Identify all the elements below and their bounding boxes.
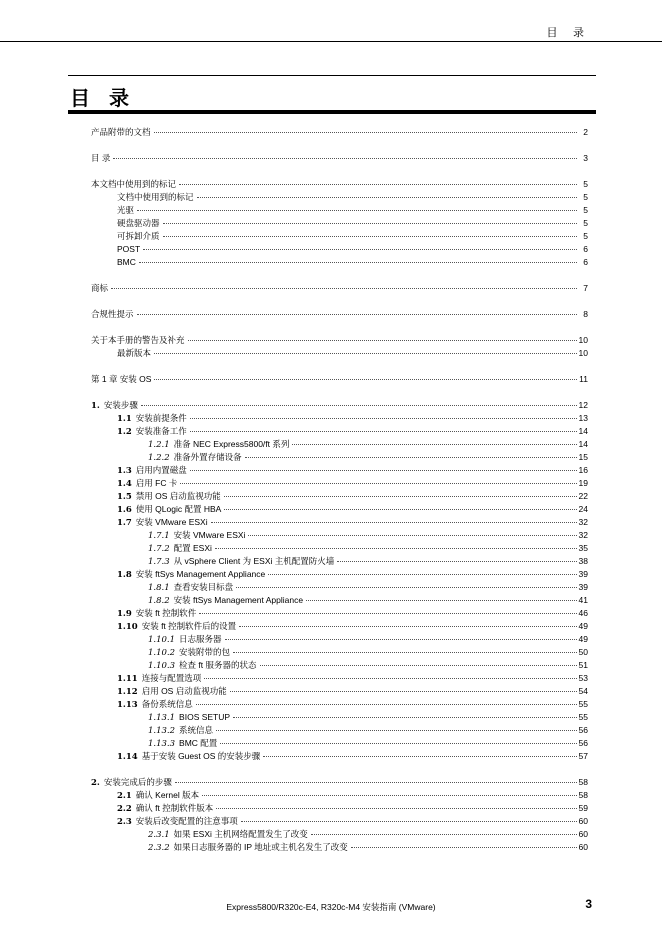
toc-entry-title: 配置 ESXi: [173, 543, 212, 553]
header-rule: [0, 41, 662, 42]
toc-entry-page: 5: [583, 218, 588, 228]
toc-leader-dots: [202, 787, 577, 796]
toc-entry-title: BIOS SETUP: [179, 712, 231, 722]
toc-entry-page: 51: [578, 660, 588, 670]
toc-entry-title: 目 录: [91, 153, 111, 163]
toc-leader-dots: [216, 722, 577, 731]
toc-entry-title: 日志服务器: [179, 634, 222, 644]
toc-entry-page: 5: [583, 192, 588, 202]
toc-leader-dots: [141, 397, 577, 406]
toc-leader-dots: [111, 280, 577, 289]
toc-entry-title: 使用 QLogic 配置 HBA: [135, 504, 222, 514]
toc-entry[interactable]: [91, 126, 588, 139]
toc-entry-number: 1.10.3: [148, 661, 176, 671]
toc-leader-dots: [241, 813, 577, 822]
toc-leader-dots: [233, 709, 577, 718]
toc-entry-title: 准备外置存储设备: [173, 452, 242, 462]
toc-entry-page: 58: [578, 777, 588, 787]
toc-leader-dots: [154, 124, 577, 133]
toc-leader-dots: [236, 579, 577, 588]
toc-entry-page: 6: [583, 257, 588, 267]
toc-entry-number: 2.3: [117, 817, 132, 827]
toc-entry-page: 55: [578, 699, 588, 709]
toc-entry-page: 12: [578, 400, 588, 410]
toc-leader-dots: [197, 189, 577, 198]
toc-entry-page: 57: [578, 751, 588, 761]
footer-text: Express5800/R320c-E4, R320c-M4 安装指南 (VMware): [226, 902, 436, 912]
toc-entry-page: 39: [578, 569, 588, 579]
toc-entry-page: 14: [578, 439, 588, 449]
toc-leader-dots: [224, 488, 577, 497]
toc-entry-number: 2.2: [117, 804, 132, 814]
toc-leader-dots: [154, 371, 577, 380]
toc-entry-number: 1.12: [117, 687, 138, 697]
toc-entry-title: 安装 ft 控制软件后的设置: [141, 621, 237, 631]
toc-entry-page: 46: [578, 608, 588, 618]
page-title: 目 录: [70, 86, 135, 110]
toc-entry-number: 1.10.1: [148, 635, 176, 645]
toc-entry-title: 最新版本: [117, 348, 152, 358]
toc-entry-page: 53: [578, 673, 588, 683]
toc-entry-title: 禁用 OS 启动监视功能: [135, 491, 221, 501]
toc-entry[interactable]: [91, 152, 588, 165]
toc-entry-page: 5: [583, 205, 588, 215]
toc-leader-dots: [211, 514, 577, 523]
toc-entry-title: 安装步骤: [103, 400, 138, 410]
toc-leader-dots: [233, 644, 577, 653]
toc-entry-page: 5: [583, 231, 588, 241]
toc-leader-dots: [215, 540, 577, 549]
toc-entry-page: 32: [578, 517, 588, 527]
toc-entry-number: 2.3.2: [148, 843, 170, 853]
toc-leader-dots: [199, 605, 577, 614]
heading-top-rule: [68, 75, 596, 76]
toc-entry-page: 56: [578, 725, 588, 735]
toc-entry-title: 如果日志服务器的 IP 地址或主机名发生了改变: [173, 842, 348, 852]
toc-leader-dots: [113, 150, 577, 159]
toc-entry-title: 硬盘驱动器: [117, 218, 160, 228]
toc-entry-title: 本文档中使用到的标记: [91, 179, 177, 189]
toc-entry-page: 3: [583, 153, 588, 163]
toc-entry-page: 11: [579, 374, 588, 384]
toc-entry-number: 1.4: [117, 479, 132, 489]
toc-entry-page: 54: [578, 686, 588, 696]
toc-leader-dots: [216, 800, 577, 809]
toc-entry-number: 1.8.1: [148, 583, 170, 593]
running-header-title: 目 录: [546, 26, 590, 39]
toc-entry-number: 1.8: [117, 570, 132, 580]
toc-leader-dots: [190, 410, 577, 419]
toc-leader-dots: [263, 748, 577, 757]
toc-entry[interactable]: [117, 347, 588, 360]
toc-entry[interactable]: [117, 750, 588, 763]
toc-leader-dots: [268, 566, 577, 575]
toc-entry-page: 38: [578, 556, 588, 566]
toc-entry-number: 1.7: [117, 518, 132, 528]
heading-bar: [68, 110, 596, 114]
toc-entry-page: 24: [578, 504, 588, 514]
toc-entry-title: 商标: [91, 283, 109, 293]
toc-entry[interactable]: [91, 282, 588, 295]
toc-entry-page: 49: [578, 621, 588, 631]
toc-entry[interactable]: [117, 256, 588, 269]
toc-entry-page: 2: [583, 127, 588, 137]
toc-entry-title: 安装 ft 控制软件: [135, 608, 197, 618]
toc-entry-page: 10: [578, 348, 588, 358]
toc-entry-title: 安装完成后的步骤: [103, 777, 172, 787]
toc-entry-number: 1.7.3: [148, 557, 170, 567]
toc-entry-title: 如果 ESXi 主机网络配置发生了改变: [173, 829, 308, 839]
toc-entry-title: 关于本手册的警告及补充: [91, 335, 185, 345]
toc-entry-page: 22: [578, 491, 588, 501]
toc-entry-title: 可拆卸介质: [117, 231, 160, 241]
toc-entry-number: 1.13.2: [148, 726, 176, 736]
toc-entry-page: 14: [578, 426, 588, 436]
toc-leader-dots: [225, 631, 577, 640]
toc-leader-dots: [230, 683, 577, 692]
toc-leader-dots: [163, 215, 577, 224]
toc-entry-number: 2.3.1: [148, 830, 170, 840]
toc-leader-dots: [180, 475, 577, 484]
toc-entry-title: 准备 NEC Express5800/ft 系列: [173, 439, 290, 449]
toc-entry-page: 16: [578, 465, 588, 475]
toc-leader-dots: [139, 254, 577, 263]
toc-entry-number: 1.10: [117, 622, 138, 632]
toc-entry-page: 19: [578, 478, 588, 488]
toc-entry-title: BMC: [117, 257, 136, 267]
toc-entry-title: 安装前提条件: [135, 413, 187, 423]
toc-leader-dots: [137, 306, 577, 315]
toc-entry-page: 49: [578, 634, 588, 644]
toc-entry-title: 启用 FC 卡: [135, 478, 178, 488]
toc-entry-page: 10: [578, 335, 588, 345]
toc-entry[interactable]: [148, 841, 588, 854]
toc-entry-title: 安装 ftSys Management Appliance: [173, 595, 304, 605]
toc-entry[interactable]: [91, 308, 588, 321]
toc-entry-page: 55: [578, 712, 588, 722]
toc-entry-number: 1.9: [117, 609, 132, 619]
toc-entry-title: 从 vSphere Client 为 ESXi 主机配置防火墙: [173, 556, 335, 566]
toc-entry-title: 连接与配置选项: [141, 673, 202, 683]
toc-entry-number: 1.13: [117, 700, 138, 710]
toc-leader-dots: [137, 202, 577, 211]
toc-entry-number: 1.6: [117, 505, 132, 515]
toc-entry-page: 6: [583, 244, 588, 254]
toc-entry-title: 安装 VMware ESXi: [135, 517, 208, 527]
toc-entry-title: 启用内置磁盘: [135, 465, 187, 475]
toc-leader-dots: [175, 774, 577, 783]
toc-entry-page: 7: [583, 283, 588, 293]
toc-entry-page: 39: [578, 582, 588, 592]
toc-entry-page: 8: [583, 309, 588, 319]
toc-leader-dots: [311, 826, 577, 835]
toc-entry[interactable]: [91, 373, 588, 386]
toc-entry-number: 1.13.3: [148, 739, 176, 749]
toc-entry-number: 1.8.2: [148, 596, 170, 606]
toc-entry-title: 第 1 章 安装 OS: [91, 374, 152, 384]
toc-entry-number: 2.: [91, 778, 100, 788]
toc-entry-number: 1.11: [117, 674, 138, 684]
toc-leader-dots: [190, 462, 577, 471]
toc-entry-title: 光驱: [117, 205, 135, 215]
toc-leader-dots: [204, 670, 577, 679]
toc-leader-dots: [306, 592, 577, 601]
toc-entry-title: 产品附带的文档: [91, 127, 151, 137]
toc-entry-number: 1.7.2: [148, 544, 170, 554]
toc-entry-number: 1.2.2: [148, 453, 170, 463]
toc-leader-dots: [224, 501, 577, 510]
toc-entry-title: BMC 配置: [179, 738, 218, 748]
toc-entry-page: 60: [578, 829, 588, 839]
footer-page-number: 3: [585, 897, 592, 911]
toc-leader-dots: [260, 657, 578, 666]
toc-entry-title: 查看安装目标盘: [173, 582, 234, 592]
toc-entry-number: 1.1: [117, 414, 132, 424]
toc-entry-page: 41: [578, 595, 588, 605]
toc-leader-dots: [143, 241, 577, 250]
toc-leader-dots: [245, 449, 577, 458]
toc-entry-number: 1.13.1: [148, 713, 176, 723]
toc-leader-dots: [351, 839, 577, 848]
toc-leader-dots: [188, 332, 577, 341]
toc-entry-number: 1.2.1: [148, 440, 170, 450]
toc-leader-dots: [163, 228, 577, 237]
toc-entry-title: 安装 VMware ESXi: [173, 530, 246, 540]
toc-entry-page: 13: [578, 413, 588, 423]
toc-entry-page: 35: [578, 543, 588, 553]
toc-leader-dots: [239, 618, 577, 627]
toc-leader-dots: [337, 553, 577, 562]
toc-entry-title: 备份系统信息: [141, 699, 193, 709]
toc-entry-number: 1.3: [117, 466, 132, 476]
toc-leader-dots: [292, 436, 577, 445]
toc-entry-title: 确认 ft 控制软件版本: [135, 803, 214, 813]
toc-leader-dots: [196, 696, 577, 705]
toc-entry-number: 1.5: [117, 492, 132, 502]
toc-entry-page: 59: [578, 803, 588, 813]
toc-entry-title: 基于安装 Guest OS 的安装步骤: [141, 751, 261, 761]
toc-entry-page: 5: [583, 179, 588, 189]
toc-entry-number: 1.2: [117, 427, 132, 437]
toc-leader-dots: [220, 735, 577, 744]
toc-entry-title: 文档中使用到的标记: [117, 192, 194, 202]
toc-entry-number: 1.: [91, 401, 100, 411]
toc-entry-title: 安装附带的包: [179, 647, 231, 657]
toc-entry-title: 系统信息: [179, 725, 214, 735]
toc-entry-number: 2.1: [117, 791, 132, 801]
toc-entry-title: 检查 ft 服务器的状态: [179, 660, 257, 670]
toc-entry-page: 50: [578, 647, 588, 657]
toc-leader-dots: [179, 176, 577, 185]
toc-entry-title: POST: [117, 244, 141, 254]
toc-entry-title: 确认 Kernel 版本: [135, 790, 200, 800]
toc-leader-dots: [248, 527, 577, 536]
toc-entry-number: 1.14: [117, 752, 138, 762]
toc-entry-number: 1.10.2: [148, 648, 176, 658]
toc-entry-title: 安装 ftSys Management Appliance: [135, 569, 266, 579]
toc-entry-page: 60: [578, 842, 588, 852]
toc-leader-dots: [190, 423, 577, 432]
toc-entry-number: 1.7.1: [148, 531, 170, 541]
toc-entry-page: 32: [578, 530, 588, 540]
toc-entry-page: 60: [578, 816, 588, 826]
toc-leader-dots: [154, 345, 577, 354]
toc-entry-page: 56: [578, 738, 588, 748]
toc-entry-page: 15: [578, 452, 588, 462]
toc-entry-page: 58: [578, 790, 588, 800]
toc-entry-title: 启用 OS 启动监视功能: [141, 686, 227, 696]
toc-entry-title: 安装准备工作: [135, 426, 187, 436]
toc-entry-title: 合规性提示: [91, 309, 134, 319]
toc-entry-title: 安装后改变配置的注意事项: [135, 816, 238, 826]
